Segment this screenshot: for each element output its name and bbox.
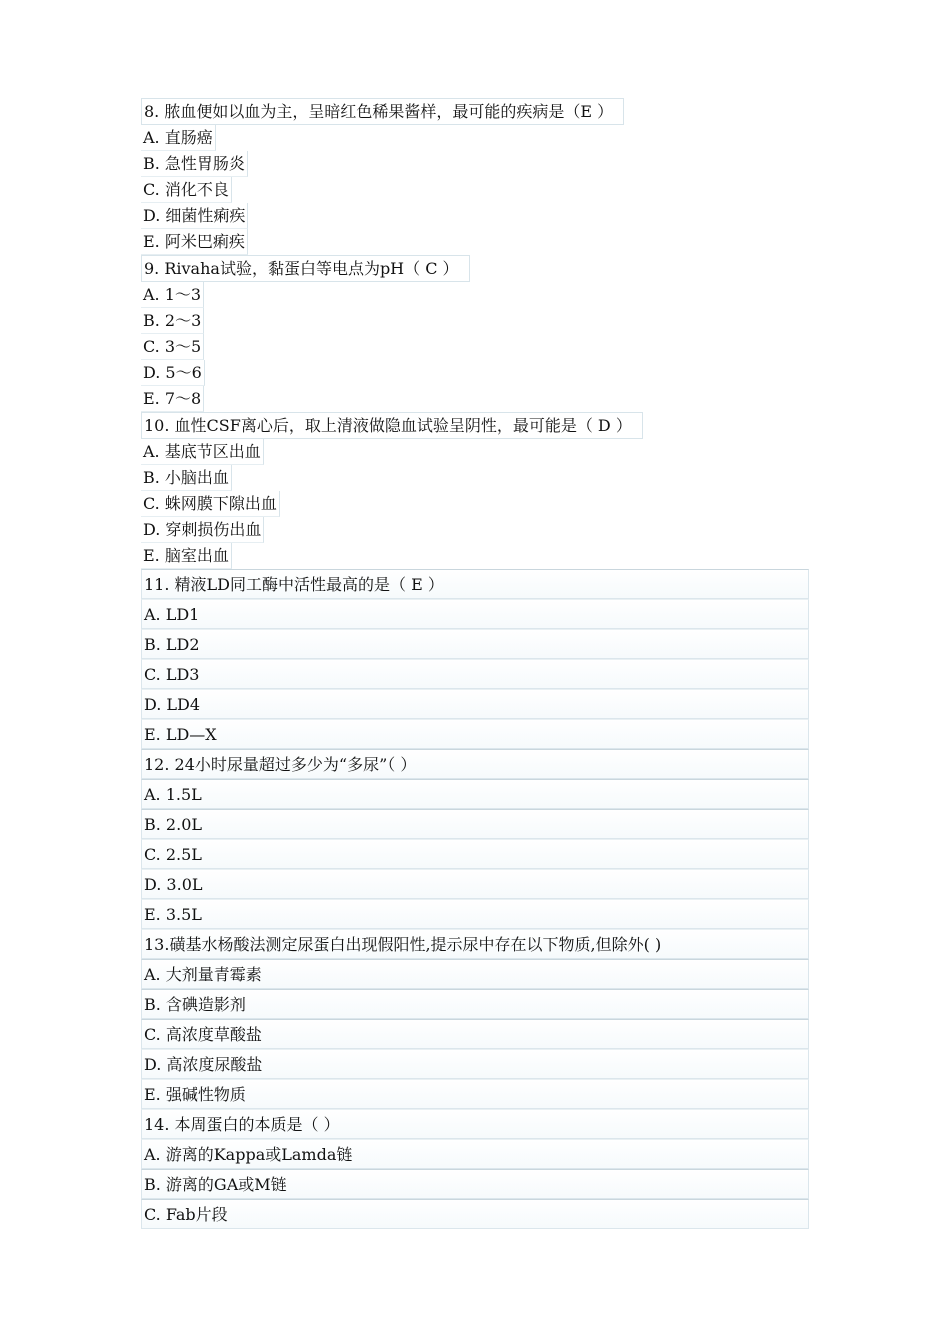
question-12-option-a: A. 1.5L <box>141 779 809 809</box>
question-8-option-b: B. 急性胃肠炎 <box>141 151 248 177</box>
question-8-option-c: C. 消化不良 <box>141 177 232 203</box>
question-13-option-d: D. 高浓度尿酸盐 <box>141 1049 809 1079</box>
question-12-option-c: C. 2.5L <box>141 839 809 869</box>
question-10-option-d: D. 穿刺损伤出血 <box>141 517 264 543</box>
document-body <box>141 98 811 1229</box>
question-11-option-d: D. LD4 <box>141 689 809 719</box>
question-10-option-a: A. 基底节区出血 <box>141 439 264 465</box>
question-12-option-b: B. 2.0L <box>141 809 809 839</box>
question-14-option-a: A. 游离的Kappa或Lamda链 <box>141 1139 809 1169</box>
question-8-stem: 8. 脓血便如以血为主，呈暗红色稀果酱样，最可能的疾病是（E ） <box>141 98 624 125</box>
question-10-option-c: C. 蛛网膜下隙出血 <box>141 491 280 517</box>
question-9-option-c: C. 3～5 <box>141 334 204 360</box>
question-14-option-b: B. 游离的GA或M链 <box>141 1169 809 1199</box>
question-9-option-e: E. 7～8 <box>141 386 204 412</box>
question-9-option-d: D. 5～6 <box>141 360 205 386</box>
question-10-option-b: B. 小脑出血 <box>141 465 232 491</box>
question-10-stem: 10. 血性CSF离心后，取上清液做隐血试验呈阴性，最可能是（ D ） <box>141 412 643 439</box>
question-9-option-a: A. 1～3 <box>141 282 204 308</box>
question-9-option-b: B. 2～3 <box>141 308 204 334</box>
question-11-stem: 11. 精液LD同工酶中活性最高的是（ E ） <box>141 569 809 599</box>
question-12-option-e: E. 3.5L <box>141 899 809 929</box>
question-13-option-a: A. 大剂量青霉素 <box>141 959 809 989</box>
question-10-option-e: E. 脑室出血 <box>141 543 232 569</box>
question-13-option-c: C. 高浓度草酸盐 <box>141 1019 809 1049</box>
question-14-option-c: C. Fab片段 <box>141 1199 809 1229</box>
question-13-option-b: B. 含碘造影剂 <box>141 989 809 1019</box>
question-8-option-a: A. 直肠癌 <box>141 125 216 151</box>
question-13-stem: 13.磺基水杨酸法测定尿蛋白出现假阳性,提示尿中存在以下物质,但除外( ) <box>141 929 809 959</box>
question-12-option-d: D. 3.0L <box>141 869 809 899</box>
question-11-option-b: B. LD2 <box>141 629 809 659</box>
question-11-option-a: A. LD1 <box>141 599 809 629</box>
question-9-stem: 9. Rivaha试验，黏蛋白等电点为pH（ C ） <box>141 255 470 282</box>
question-8-option-d: D. 细菌性痢疾 <box>141 203 248 229</box>
question-11-option-c: C. LD3 <box>141 659 809 689</box>
question-14-stem: 14. 本周蛋白的本质是（ ） <box>141 1109 809 1139</box>
question-12-stem: 12. 24小时尿量超过多少为“多尿”（ ） <box>141 749 809 779</box>
question-13-option-e: E. 强碱性物质 <box>141 1079 809 1109</box>
question-8-option-e: E. 阿米巴痢疾 <box>141 229 248 255</box>
question-11-option-e: E. LD—X <box>141 719 809 749</box>
